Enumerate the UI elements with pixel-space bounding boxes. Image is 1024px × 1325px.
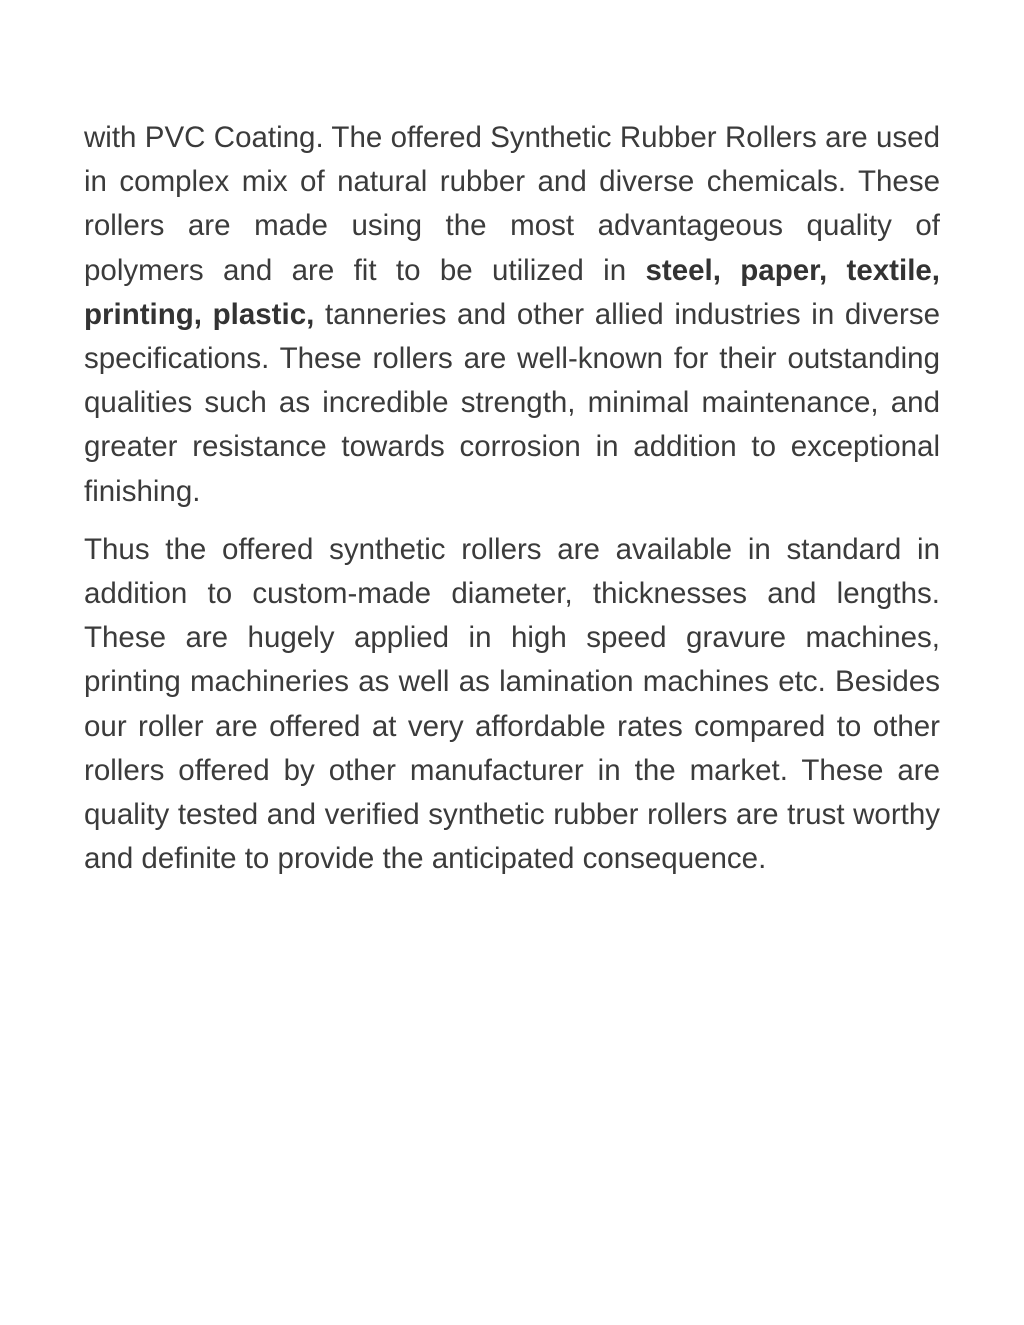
paragraph-1-bold-industries: steel, paper, textile, printing, plastic, [84, 253, 940, 331]
paragraph-1 [84, 116, 940, 514]
paragraph-2: Thus the offered synthetic rollers are available in standard in addition to custom-made diameter, thicknesses and lengths. These are hugely applied in high speed gravure machines, printing machineries as well as lamination machines etc. Besides our roller are offered at very affordable rates compared to other rollers offered by other manufacturer in the market. These are quality tested and verified synthetic rubber rollers are trust worthy and definite to provide the anticipated consequence. [84, 532, 940, 876]
paragraph-1-text-start: with PVC Coating. The offered Synthetic Rubber Rollers are used in complex mix of natural rubber and diverse chemicals. These rollers are made using the most advantageous quality of polymers and are fit to be utilized in [84, 121, 940, 287]
paragraph-1-text-end: tanneries and other allied industries in diverse specifications. These rollers are well-known for their outstanding qualities such as incredible strength, minimal maintenance, and greater resistance towards corrosion in addition to exceptional finishing. [84, 297, 940, 508]
document-page [84, 116, 940, 881]
